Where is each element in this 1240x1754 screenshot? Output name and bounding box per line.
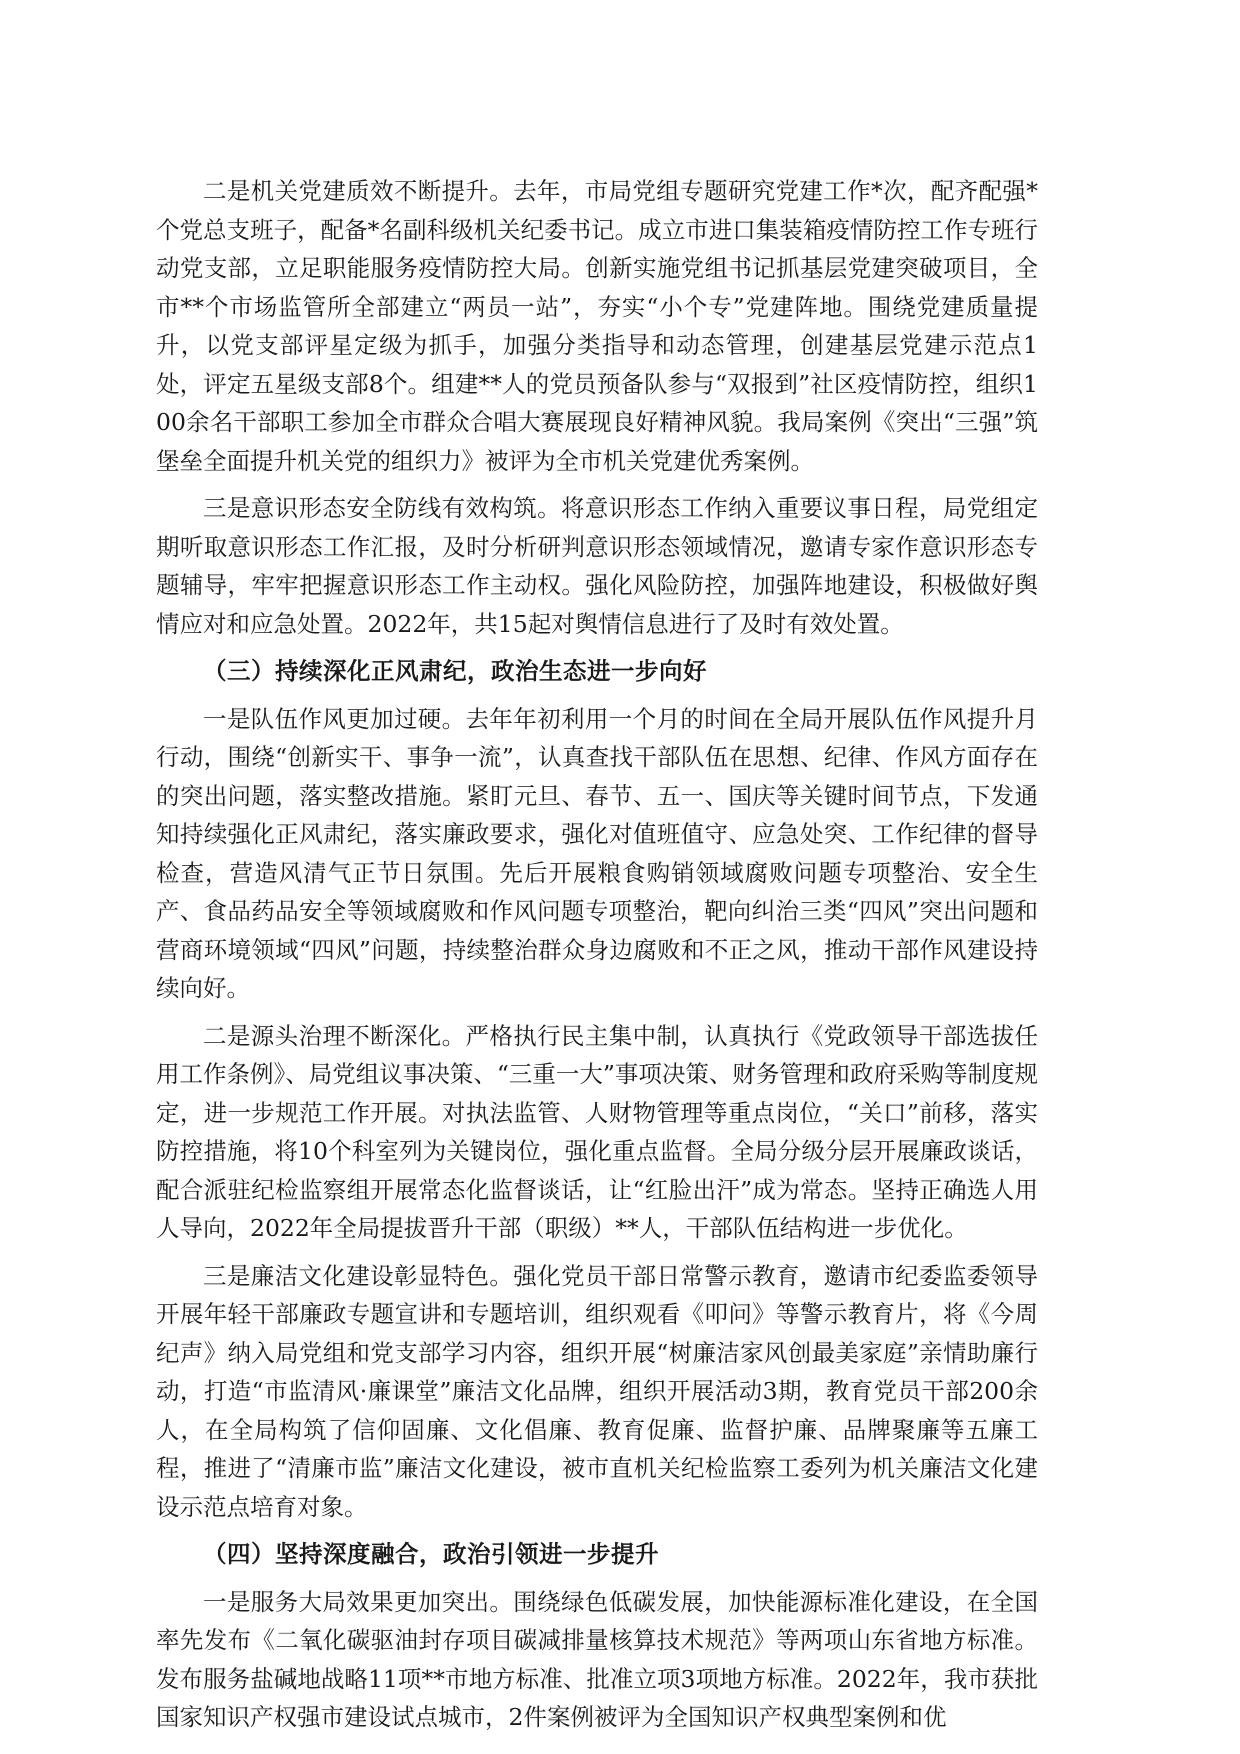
paragraph-serve-overall: 一是服务大局效果更加突出。围绕绿色低碳发展，加快能源标准化建设，在全国率先发布《二氧化碳驱油封存项目碳减排量核算技术规范》等两项山东省地方标准。发布服务盐碱地战略11项**市地方标准、批准立项3项地方标准。2022年，我市获批国家知识产权强市建设试点城市，2件案例被评为全国知识产权典型案例和优: [156, 1587, 1038, 1731]
section-heading-4: （四）坚持深度融合，政治引领进一步提升: [203, 1540, 659, 1568]
paragraph-integrity-culture: 三是廉洁文化建设彰显特色。强化党员干部日常警示教育，邀请市纪委监委领导开展年轻干部廉政专题宣讲和专题培训，组织观看《叩问》等警示教育片，将《今周纪声》纳入局党组和党支部学习内容，组织开展“树廉洁家风创最美家庭”亲情助廉行动，打造“市监清风·廉课堂”廉洁文化品牌，组织开展活动3期，教育党员干部200余人，在全局构筑了信仰固廉、文化倡廉、教育促廉、监督护廉、品牌聚廉等五廉工程，推进了“清廉市监”廉洁文化建设，被市直机关纪检监察工委列为机关廉洁文化建设示范点培育对象。: [156, 1261, 1038, 1521]
paragraph-team-style: 一是队伍作风更加过硬。去年年初利用一个月的时间在全局开展队伍作风提升月行动，围绕“创新实干、事争一流”，认真查找干部队伍在思想、纪律、作风方面存在的突出问题，落实整改措施。紧盯元旦、春节、五一、国庆等关键时间节点，下发通知持续强化正风肃纪，落实廉政要求，强化对值班值守、应急处突、工作纪律的督导检查，营造风清气正节日氛围。先后开展粮食购销领域腐败问题专项整治、安全生产、食品药品安全等领域腐败和作风问题专项整治，靶向纠治三类“四风”突出问题和营商环境领域“四风”问题，持续整治群众身边腐败和不正之风，推动干部作风建设持续向好。: [156, 704, 1038, 1002]
paragraph-ideology-security: 三是意识形态安全防线有效构筑。将意识形态工作纳入重要议事日程，局党组定期听取意识形态工作汇报，及时分析研判意识形态领域情况，邀请专家作意识形态专题辅导，牢牢把握意识形态工作主动权。强化风险防控，加强阵地建设，积极做好舆情应对和应急处置。2022年，共15起对舆情信息进行了及时有效处置。: [156, 494, 1038, 638]
paragraph-source-governance: 二是源头治理不断深化。严格执行民主集中制，认真执行《党政领导干部选拔任用工作条例》、局党组议事决策、“三重一大”事项决策、财务管理和政府采购等制度规定，进一步规范工作开展。对执法监管、人财物管理等重点岗位，“关口”前移，落实防控措施，将10个科室列为关键岗位，强化重点监督。全局分级分层开展廉政谈话，配合派驻纪检监察组开展常态化监督谈话，让“红脸出汗”成为常态。坚持正确选人用人导向，2022年全局提拔晋升干部（职级）**人，干部队伍结构进一步优化。: [156, 1021, 1038, 1242]
paragraph-party-building-quality: 二是机关党建质效不断提升。去年，市局党组专题研究党建工作*次，配齐配强*个党总支班子，配备*名副科级机关纪委书记。成立市进口集装箱疫情防控工作专班行动党支部，立足职能服务疫情防控大局。创新实施党组书记抓基层党建突破项目，全市**个市场监管所全部建立“两员一站”，夯实“小个专”党建阵地。围绕党建质量提升，以党支部评星定级为抓手，加强分类指导和动态管理，创建基层党建示范点1处，评定五星级支部8个。组建**人的党员预备队参与“双报到”社区疫情防控，组织100余名干部职工参加全市群众合唱大赛展现良好精神风貌。我局案例《突出“三强”筑堡垒全面提升机关党的组织力》被评为全市机关党建优秀案例。: [156, 177, 1038, 475]
section-heading-3: （三）持续深化正风肃纪，政治生态进一步向好: [203, 657, 707, 685]
document-page: [156, 172, 1038, 1737]
